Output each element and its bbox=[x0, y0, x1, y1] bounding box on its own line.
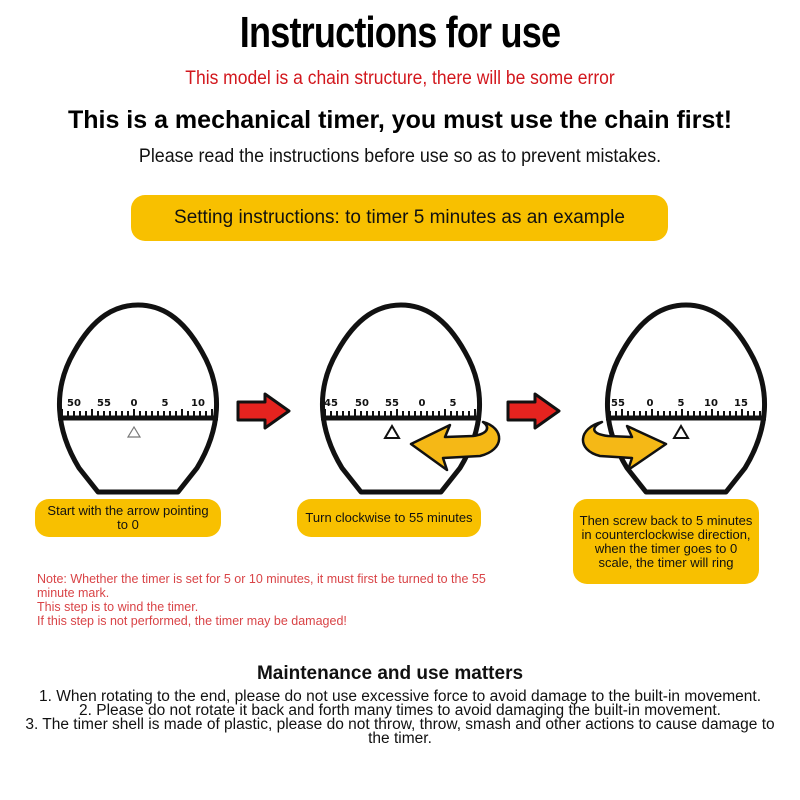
dial-label: 0 bbox=[418, 398, 426, 409]
step-2-caption: Turn clockwise to 55 minutes bbox=[297, 499, 481, 537]
setting-instructions-banner: Setting instructions: to timer 5 minutes as an example bbox=[131, 195, 668, 241]
dial-label: 45 bbox=[324, 398, 338, 409]
headline: This is a mechanical timer, you must use the chain first! bbox=[67, 106, 733, 134]
dial-label: 5 bbox=[161, 398, 169, 409]
dial-label: 10 bbox=[191, 398, 205, 409]
dial-label: 0 bbox=[130, 398, 138, 409]
maintenance-item: 2. Please do not rotate it back and forth many times to avoid damaging the built-in movement. bbox=[79, 702, 721, 719]
dial-label: 15 bbox=[734, 398, 748, 409]
note-line: This step is to wind the timer. bbox=[37, 600, 199, 614]
step-1-caption: Start with the arrow pointing to 0 bbox=[35, 499, 221, 537]
egg-timer-icon bbox=[570, 300, 790, 500]
dial-label: 5 bbox=[677, 398, 685, 409]
dial-label: 55 bbox=[97, 398, 111, 409]
subheadline: Please read the instructions before use so as to prevent mistakes. bbox=[138, 146, 662, 167]
dial-label: 50 bbox=[67, 398, 81, 409]
chain-warning: This model is a chain structure, there will be some error bbox=[185, 68, 615, 89]
winding-note bbox=[37, 572, 517, 628]
dial-label: 0 bbox=[646, 398, 654, 409]
timer-step-1 bbox=[52, 300, 224, 500]
timer-step-2 bbox=[315, 300, 515, 500]
dial-label: 55 bbox=[611, 398, 625, 409]
note-line: If this step is not performed, the timer may be damaged! bbox=[37, 614, 347, 628]
dial-label: 50 bbox=[355, 398, 369, 409]
page-title: Instructions for use bbox=[239, 8, 561, 57]
maintenance-item: 1. When rotating to the end, please do not use excessive force to avoid damage to the built-in movement. bbox=[38, 688, 762, 705]
maintenance-list bbox=[20, 690, 780, 746]
maintenance-item: 3. The timer shell is made of plastic, please do not throw, throw, smash and other actions to cause damage to the timer. bbox=[25, 716, 775, 747]
note-line: Note: Whether the timer is set for 5 or 10 minutes, it must first be turned to the 55 minute mark. bbox=[37, 572, 486, 600]
red-right-arrow-icon bbox=[505, 391, 563, 436]
timer-step-3 bbox=[570, 300, 790, 500]
egg-timer-icon bbox=[315, 300, 515, 500]
maintenance-title: Maintenance and use matters bbox=[256, 663, 524, 684]
red-right-arrow-icon bbox=[235, 391, 293, 436]
egg-timer-icon bbox=[52, 300, 224, 500]
step-3-caption: Then screw back to 5 minutes in counterclockwise direction, when the timer goes to 0 scale, the timer will ring bbox=[573, 499, 759, 584]
dial-label: 5 bbox=[449, 398, 457, 409]
dial-label: 55 bbox=[385, 398, 399, 409]
dial-label: 10 bbox=[704, 398, 718, 409]
